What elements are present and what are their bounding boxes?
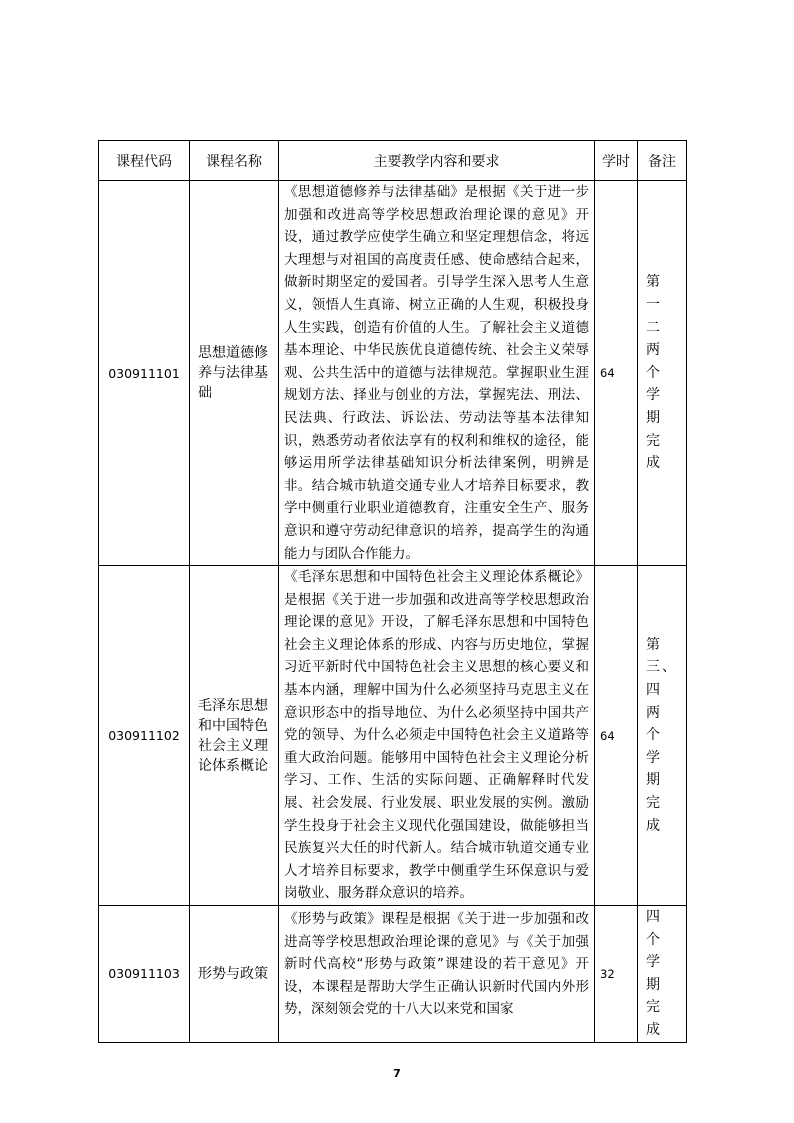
course-hours: 64: [595, 181, 638, 566]
table-row: [99, 906, 687, 1043]
header-hours: 学时: [595, 141, 638, 181]
course-code: 030911102: [99, 566, 190, 906]
course-note: 第三、四两个学期完成: [638, 566, 687, 906]
header-note: 备注: [638, 141, 687, 181]
header-course-name: 课程名称: [190, 141, 279, 181]
table-header-row: [99, 141, 687, 181]
course-hours: 32: [595, 906, 638, 1043]
course-code: 030911103: [99, 906, 190, 1043]
course-content: 《思想道德修养与法律基础》是根据《关于进一步加强和改进高等学校思想政治理论课的意见》开设，通过教学应使学生确立和坚定理想信念，将远大理想与对祖国的高度责任感、使命感结合起来，做新时期坚定的爱国者。引导学生深入思考人生意义，领悟人生真谛、树立正确的人生观，积极投身人生实践，创造有价值的人生。了解社会主义道德基本理论、中华民族优良道德传统、社会主义荣辱观、公共生活中的道德与法律规范。掌握职业生涯规划方法、择业与创业的方法，掌握宪法、刑法、民法典、行政法、诉讼法、劳动法等基本法律知识，熟悉劳动者依法享有的权利和维权的途径，能够运用所学法律基础知识分析法律案例，明辨是非。结合城市轨道交通专业人才培养目标要求，教学中侧重行业职业道德教育，注重安全生产、服务意识和遵守劳动纪律意识的培养，提高学生的沟通能力与团队合作能力。: [279, 181, 595, 566]
page-number: 7: [393, 1067, 401, 1080]
course-code: 030911101: [99, 181, 190, 566]
course-name: 形势与政策: [190, 906, 279, 1043]
course-name: 思想道德修养与法律基础: [190, 181, 279, 566]
course-name: 毛泽东思想和中国特色社会主义理论体系概论: [190, 566, 279, 906]
course-note: 四个学期完成: [638, 906, 687, 1043]
course-note: 第一二两个学期完成: [638, 181, 687, 566]
header-content: 主要教学内容和要求: [279, 141, 595, 181]
course-hours: 64: [595, 566, 638, 906]
course-content: 《形势与政策》课程是根据《关于进一步加强和改进高等学校思想政治理论课的意见》与《关于加强新时代高校“形势与政策”课建设的若干意见》开设，本课程是帮助大学生正确认识新时代国内外形势，深刻领会党的十八大以来党和国家: [279, 906, 595, 1043]
header-course-code: 课程代码: [99, 141, 190, 181]
course-content: 《毛泽东思想和中国特色社会主义理论体系概论》是根据《关于进一步加强和改进高等学校思想政治理论课的意见》开设，了解毛泽东思想和中国特色社会主义理论体系的形成、内容与历史地位，掌握习近平新时代中国特色社会主义思想的核心要义和基本内涵，理解中国为什么必须坚持马克思主义在意识形态中的指导地位、为什么必须坚持中国共产党的领导、为什么必须走中国特色社会主义道路等重大政治问题。能够用中国特色社会主义理论分析学习、工作、生活的实际问题、正确解释时代发展、社会发展、行业发展、职业发展的实例。激励学生投身于社会主义现代化强国建设，做能够担当民族复兴大任的时代新人。结合城市轨道交通专业人才培养目标要求，教学中侧重学生环保意识与爱岗敬业、服务群众意识的培养。: [279, 566, 595, 906]
table-row: [99, 181, 687, 566]
course-table: [98, 140, 687, 1043]
table-row: [99, 566, 687, 906]
